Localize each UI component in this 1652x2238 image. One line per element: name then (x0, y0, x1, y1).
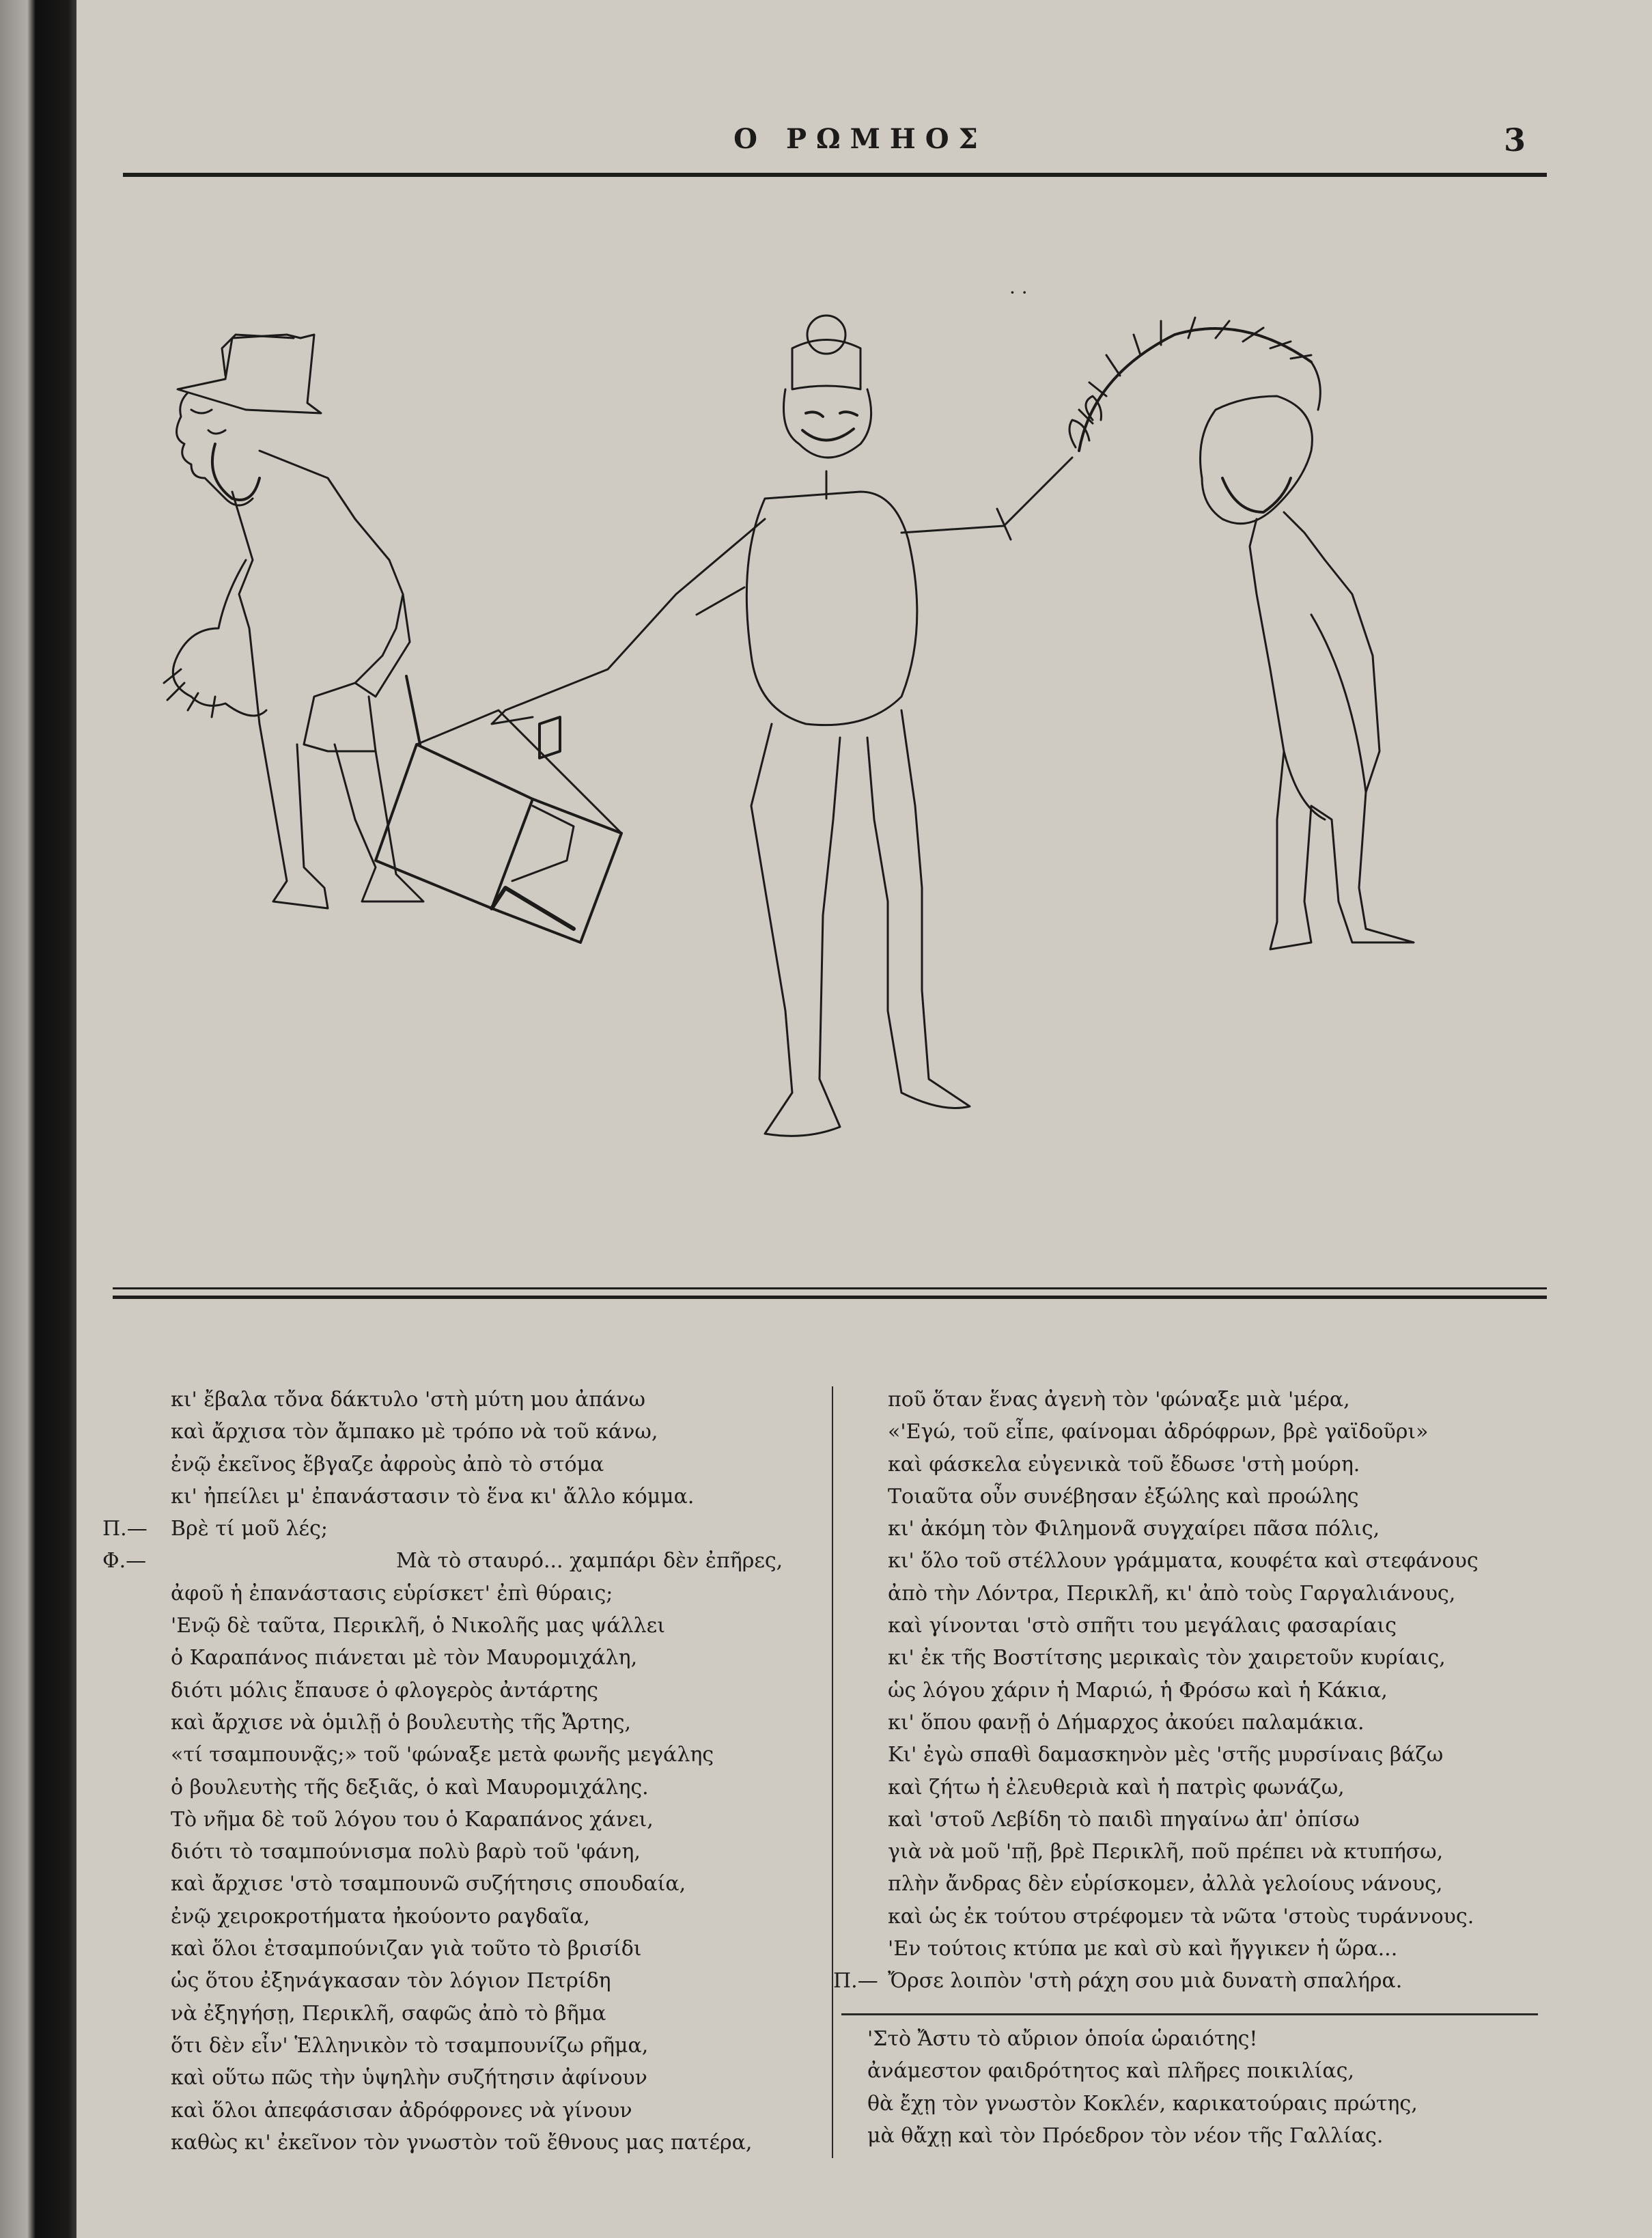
text-line: ἀφοῦ ἡ ἐπανάστασις εὑρίσκετ' ἐπὶ θύραις; (171, 1581, 613, 1606)
book-spine-shadow (0, 0, 76, 2238)
text-line: 'Εν τούτοις κτύπα με καὶ σὺ καὶ ἤγγικεν ἡ ὥρα... (888, 1937, 1398, 1961)
text-line: κι' ὅπου φανῇ ὁ Δήμαρχος ἀκούει παλαμάκια. (888, 1710, 1364, 1735)
dialogue-line-f (102, 1545, 820, 1577)
text-line: «'Εγώ, τοῦ εἶπε, φαίνομαι ἀδρόφρων, βρὲ γαϊδοῦρι» (888, 1420, 1429, 1444)
text-line: καὶ ζήτω ἡ ἐλευθεριὰ καὶ ἡ πατρὶς φωνάζω, (888, 1775, 1345, 1800)
text-line: καθὼς κι' ἐκεῖνον τὸν γνωστὸν τοῦ ἔθνους μας πατέρα, (171, 2130, 753, 2155)
text-line: κι' ἀκόμη τὸν Φιλημονᾶ συγχαίρει πᾶσα πόλις, (888, 1517, 1380, 1541)
text-line: ποῦ ὅταν ἕνας ἀγενὴ τὸν 'φώναξε μιὰ 'μέρα, (888, 1388, 1350, 1412)
text-line: καὶ ὅλοι ἀπεφάσισαν ἀδρόφρονες νὰ γίνουν (171, 2098, 632, 2123)
dialogue-text: Ὄρσε λοιπὸν 'στὴ ράχη σου μιὰ δυνατὴ σπαλήρα. (888, 1969, 1403, 1994)
text-line: ὁ Καραπάνος πιάνεται μὲ τὸν Μαυρομιχάλη, (171, 1646, 638, 1670)
right-figure (1201, 396, 1414, 949)
text-line: Κι' ἐγὼ σπαθὶ δαμασκηνὸν μὲς 'στῆς μυρσίναις βάζω (888, 1743, 1444, 1767)
text-line: καὶ φάσκελα εὐγενικὰ τοῦ ἔδωσε 'στὴ μούρη. (888, 1452, 1360, 1477)
text-line: Τοιαῦτα οὖν συνέβησαν ἐξώλης καὶ προώλης (888, 1484, 1359, 1509)
right-text-column (833, 1384, 1543, 1998)
text-line: ἀπὸ τὴν Λόντρα, Περικλῆ, κι' ἀπὸ τοὺς Γαργαλιάνους, (888, 1581, 1456, 1606)
text-line: καὶ ἄρχισα τὸν ἄμπακο μὲ τρόπο νὰ τοῦ κάνω, (171, 1420, 658, 1444)
text-line: καὶ γίνονται 'στὸ σπῆτι του μεγάλαις φασαρίαις (888, 1614, 1397, 1638)
text-line: διότι τὸ τσαμπούνισμα πολὺ βαρὺ τοῦ 'φάνη, (171, 1840, 641, 1864)
poem-line: 'Στὸ Ἄστυ τὸ αὔριον ὁποία ὡραιότης! (867, 2027, 1258, 2051)
text-line: κι' ἔβαλα τὄνα δάκτυλο 'στὴ μύτη μου ἀπάνω (171, 1388, 645, 1412)
text-line: νὰ ἐξηγήσῃ, Περικλῆ, σαφῶς ἀπὸ τὸ βῆμα (171, 2001, 606, 2026)
text-line: ἐνῷ ἐκεῖνος ἔβγαζε ἀφροὺς ἀπὸ τὸ στόμα (171, 1452, 604, 1477)
text-line: «τί τσαμπουνᾷς;» τοῦ 'φώναξε μετὰ φωνῆς μεγάλης (171, 1743, 714, 1767)
section-rule-thick (113, 1296, 1547, 1299)
middle-figure (492, 316, 1072, 1136)
dialogue-text: Μὰ τὸ σταυρό... χαμπάρι δὲν ἐπῆρες, (396, 1549, 783, 1573)
text-line: κι' ἐκ τῆς Βοστίτσης μερικαὶς τὸν χαιρετοῦν κυρίαις, (888, 1646, 1446, 1670)
dialogue-line-p (833, 1965, 1543, 1997)
text-line: καὶ ὅλοι ἐτσαμπούνιζαν γιὰ τοῦτο τὸ βρισίδι (171, 1937, 642, 1961)
closing-poem (867, 2023, 1523, 2152)
caricature-illustration (150, 273, 1502, 1181)
poem-line: μὰ θἄχῃ καὶ τὸν Πρόεδρον τὸν νέον τῆς Γαλλίας. (867, 2123, 1384, 2148)
text-line: γιὰ νὰ μοῦ 'πῇ, βρὲ Περικλῆ, ποῦ πρέπει νὰ κτυπήσω, (888, 1840, 1444, 1864)
speaker-label: Φ.— (102, 1549, 147, 1573)
dialogue-text: Βρὲ τί μοῦ λές; (171, 1517, 328, 1541)
text-line: καὶ ἄρχισε 'στὸ τσαμπουνῶ συζήτησις σπουδαία, (171, 1872, 686, 1897)
speaker-label: Π.— (102, 1517, 148, 1541)
section-rule-thin (113, 1287, 1547, 1289)
text-line: διότι μόλις ἔπαυσε ὁ φλογερὸς ἀντάρτης (171, 1678, 598, 1703)
text-line: κι' ἠπείλει μ' ἐπανάστασιν τὸ ἕνα κι' ἄλλο κόμμα. (171, 1484, 695, 1509)
text-line: ὁ βουλευτὴς τῆς δεξιᾶς, ὁ καὶ Μαυρομιχάλης. (171, 1775, 649, 1800)
left-figure (164, 335, 423, 908)
text-line: Τὸ νῆμα δὲ τοῦ λόγου του ὁ Καραπάνος χάνει, (171, 1807, 654, 1832)
text-line: ὡς ὅτου ἐξηνάγκασαν τὸν λόγιον Πετρίδη (171, 1969, 611, 1994)
page-number: 3 (1503, 122, 1526, 158)
newspaper-title: Ο ΡΩΜΗΟΣ (733, 123, 988, 155)
laurel-wreath (1069, 318, 1320, 451)
text-line: κι' ὅλο τοῦ στέλλουν γράμματα, κουφέτα καὶ στεφάνους (888, 1549, 1479, 1573)
text-line: 'Ενῷ δὲ ταῦτα, Περικλῆ, ὁ Νικολῆς μας ψάλλει (171, 1614, 665, 1638)
speaker-label: Π.— (833, 1969, 878, 1994)
poem-line: ἀνάμεστον φαιδρότητος καὶ πλῆρες ποικιλίας, (867, 2059, 1355, 2084)
poem-rule (841, 2013, 1538, 2015)
text-line: καὶ 'στοῦ Λεβίδη τὸ παιδὶ πηγαίνω ἀπ' ὀπίσω (888, 1807, 1360, 1832)
left-text-column (102, 1384, 820, 2159)
header-rule (123, 173, 1547, 177)
text-line: ὅτι δὲν εἶν' Ἑλληνικὸν τὸ τσαμπουνίζω ρῆμα, (171, 2033, 649, 2058)
text-line: καὶ ὡς ἐκ τούτου στρέφομεν τὰ νῶτα 'στοὺς τυράννους. (888, 1904, 1474, 1929)
stray-print-mark: · · (1009, 281, 1028, 304)
text-line: ὡς λόγου χάριν ἡ Μαριώ, ἡ Φρόσω καὶ ἡ Κάκια, (888, 1678, 1388, 1703)
text-line: πλὴν ἄνδρας δὲν εὑρίσκομεν, ἀλλὰ γελοίους νάνους, (888, 1872, 1443, 1897)
text-line: καὶ ἄρχισε νὰ ὁμιλῇ ὁ βουλευτὴς τῆς Ἄρτης, (171, 1710, 631, 1735)
dialogue-line-p (102, 1513, 820, 1545)
text-line: ἐνῷ χειροκροτήματα ἠκούοντο ραγδαῖα, (171, 1904, 590, 1929)
text-line: καὶ οὕτω πῶς τὴν ὑψηλὴν συζήτησιν ἀφίνουν (171, 2066, 647, 2090)
poem-line: θὰ ἔχῃ τὸν γνωστὸν Κοκλέν, καρικατούραις πρώτης, (867, 2091, 1418, 2116)
